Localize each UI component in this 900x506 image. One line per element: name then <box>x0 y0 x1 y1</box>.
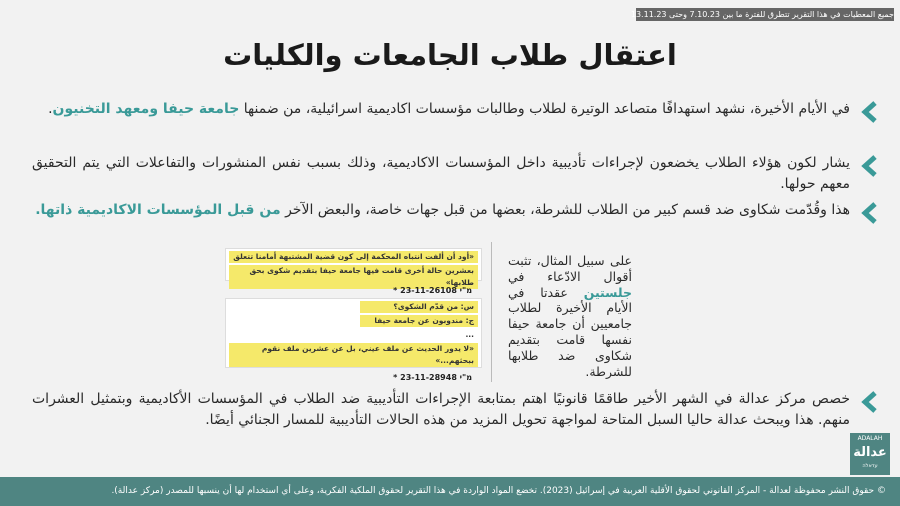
adalah-logo: ADALAH عدالة עדאלה <box>850 433 890 475</box>
two-sessions-highlight: جلستين <box>583 284 632 300</box>
haifa-university-highlight: جامعة حيفا <box>162 101 240 117</box>
bullet-3 <box>32 200 882 221</box>
case-reference-1: * מ"י 23-11-26108 <box>393 286 472 295</box>
quote-line: ج: مندوبون عن جامعة حيفا <box>360 315 478 327</box>
case-reference-2: * מ"י 23-11-28948 <box>393 373 472 382</box>
example-text: على سبيل المثال، تثبت أقوال الادّعاء في جلستين عقدتا في الأيام الأخيرة لطلاب جامعيين أن جامعة حيفا نفسها قامت بتقديم شكاوى ضد طلابها للشرطة. <box>508 253 632 379</box>
technion-highlight: معهد التخنيون <box>52 101 150 117</box>
bullet-4-text: خصص مركز عدالة في الشهر الأخير طاقمًا قانونيًا اهتم بمتابعة الإجراءات التأديبية ضد الطلاب في المؤسسات الأكاديمية وبتمثيل العشرات منهم. هذا ويبحث عدالة حاليا السبل المتاحة لمواجهة تحويل المزيد من هذه الحالات التأديبية للمسار الجنائي أيضًا. <box>32 391 850 428</box>
quote-line: «أود أن ألفت انتباه المحكمة إلى كون قضية المشتبهة أمامنا تتعلق <box>229 251 478 263</box>
quote-line: ... <box>465 330 474 339</box>
court-quote-1 <box>225 248 482 287</box>
chevron-left-icon <box>858 100 882 124</box>
date-range-note: جميع المعطيات في هذا التقرير تتطرق للفترة ما بين 7.10.23 وحتى 13.11.23 <box>630 10 894 19</box>
academic-institutions-highlight: من قبل المؤسسات الاكاديمية ذاتها. <box>35 202 281 218</box>
bullet-1-text: في الأيام الأخيرة، نشهد استهدافًا متصاعد الوتيرة لطلاب وطالبات مؤسسات اكاديمية اسرائيلية، من ضمنها جامعة حيفا ومعهد التخنيون. <box>48 101 850 117</box>
copyright-footer: © حقوق النشر محفوظة لعدالة - المركز القانوني لحقوق الأقلية العربية في إسرائيل (2023). تخضع المواد الواردة في هذا التقرير لحقوق الملكية الفكرية، وعلى أي استخدام لها أن ينسبها للمصدر (مركز عدالة). <box>0 477 900 506</box>
bullet-2 <box>32 153 882 195</box>
bullet-4 <box>32 389 882 431</box>
divider <box>491 242 492 382</box>
chevron-left-icon <box>858 390 882 414</box>
bullet-1 <box>32 99 882 120</box>
bullet-3-text: هذا وقُدّمت شكاوى ضد قسم كبير من الطلاب للشرطة، بعضها من قبل جهات خاصة، والبعض الآخر من قبل المؤسسات الاكاديمية ذاتها. <box>35 202 850 218</box>
chevron-left-icon <box>858 154 882 178</box>
bullet-2-text: يشار لكون هؤلاء الطلاب يخضعون لإجراءات تأديبية داخل المؤسسات الاكاديمية، وذلك بسبب نفس المنشورات والتفاعلات التي يتم التحقيق معهم حولها. <box>32 155 850 192</box>
chevron-left-icon <box>858 201 882 225</box>
quote-line: بعشرين حالة أخرى قامت فيها جامعة حيفا بتقديم شكوى بحق طلابها» <box>229 265 478 289</box>
quote-line: «لا يدور الحديث عن ملف عيني، بل عن عشرين ملف نقوم ببحثهم...» <box>229 343 478 367</box>
court-quote-2 <box>225 298 482 368</box>
quote-line: س: من قدّم الشكوى؟ <box>360 301 478 313</box>
court-quotes <box>225 240 505 380</box>
page-title: اعتقال طلاب الجامعات والكليات <box>223 38 677 72</box>
